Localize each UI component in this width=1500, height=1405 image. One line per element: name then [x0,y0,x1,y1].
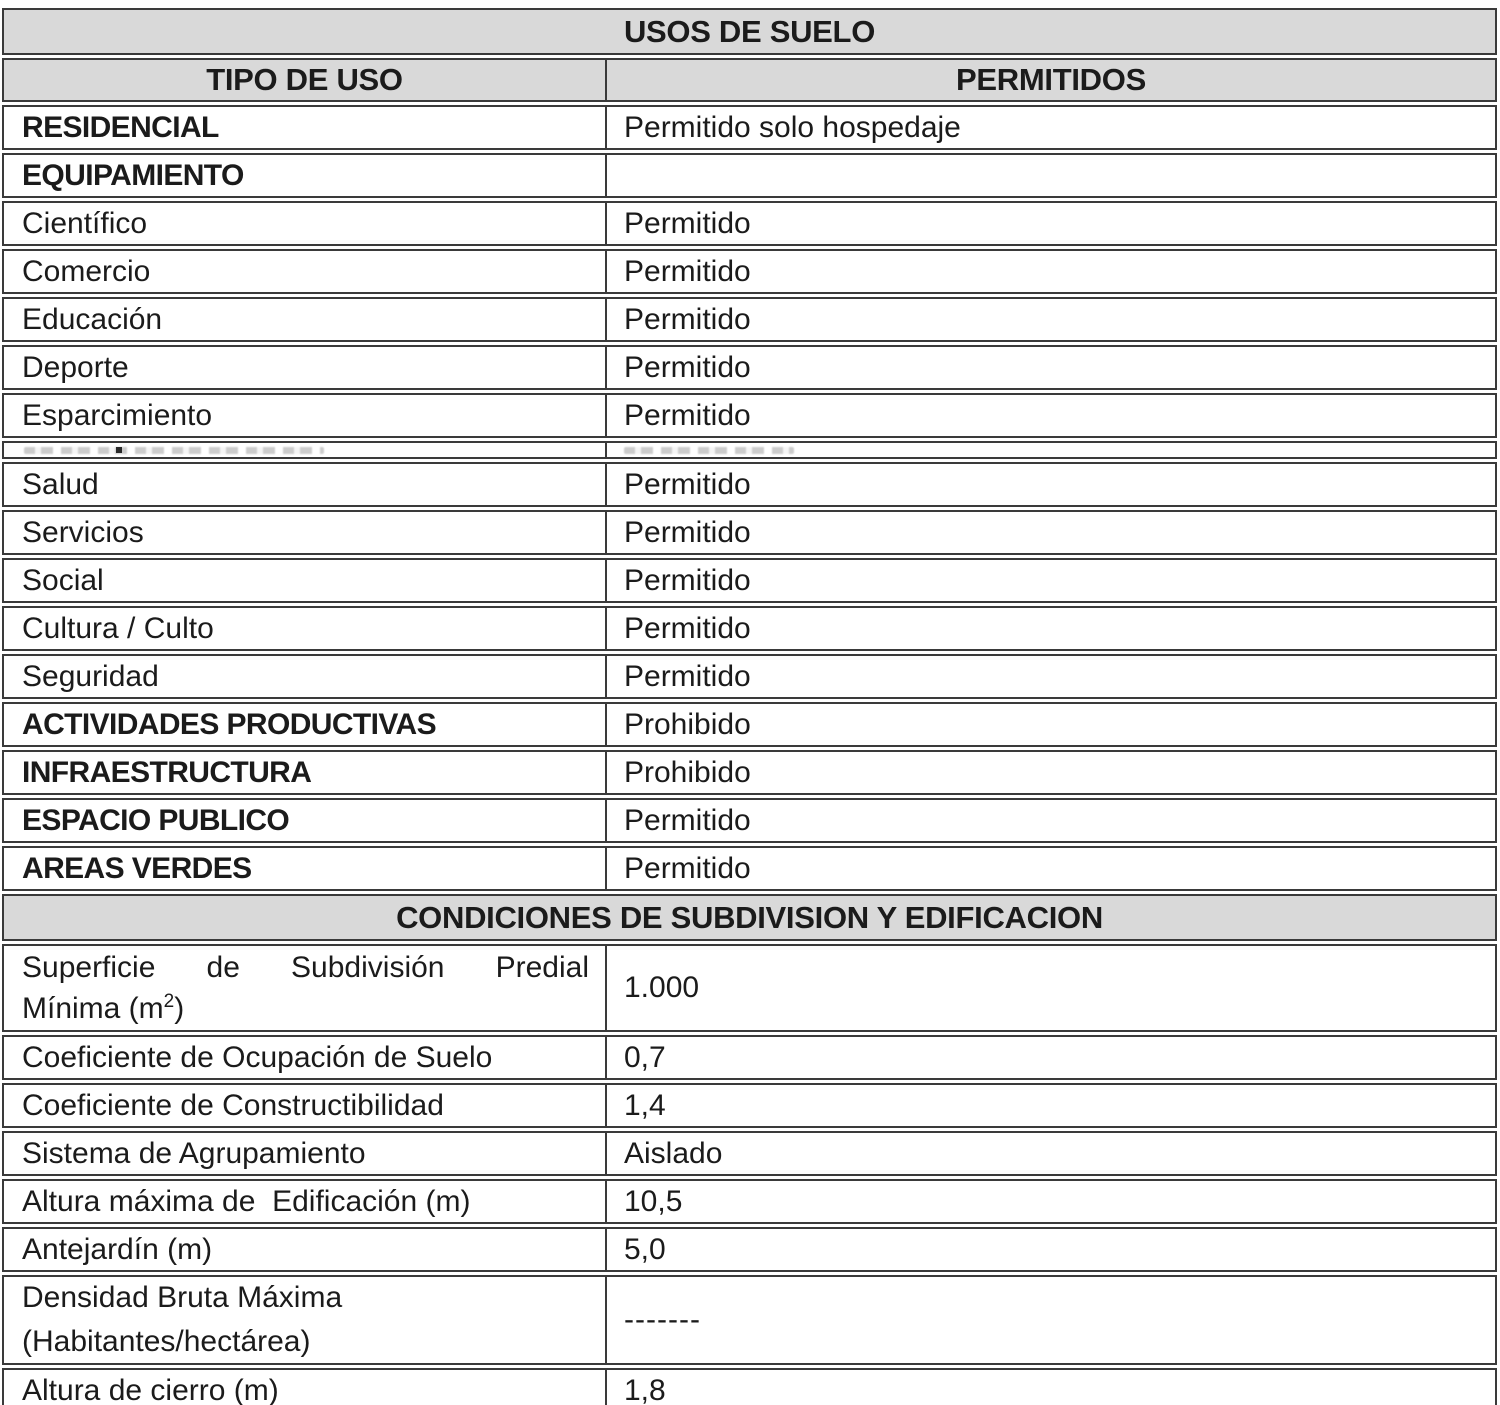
table-row [2,558,1497,603]
permitido-value: Permitido [624,851,751,885]
table-row [2,105,1497,150]
tipo-cell [4,347,607,388]
table-row [2,750,1497,795]
tipo-cell [4,800,607,841]
condition-label: Coeficiente de Ocupación de Suelo [22,1040,493,1074]
tipo-label: Cultura / Culto [22,611,214,645]
column-header-tipo-de-uso [4,60,607,100]
condition-label-cell [4,1085,607,1126]
condition-label-line1: Superficie de Subdivisión Predial [22,951,589,984]
table-row [2,153,1497,198]
condition-value: 10,5 [624,1184,683,1218]
table-row [2,249,1497,294]
section-title-condiciones [2,894,1497,941]
tipo-cell [4,560,607,601]
condition-label-cell [4,1181,607,1222]
condition-row [2,1179,1497,1224]
tipo-label: ACTIVIDADES PRODUCTIVAS [22,707,437,741]
condition-label: Altura de cierro (m) [22,1373,279,1405]
condition-label [22,1277,605,1363]
permitido-cell [607,608,1495,649]
tipo-label: Científico [22,206,148,240]
permitido-value: Prohibido [624,707,751,741]
condition-row [2,1131,1497,1176]
clipped-text-smudge [24,447,324,454]
table-row [2,393,1497,438]
tipo-label: Deporte [22,350,129,384]
tipo-cell [4,395,607,436]
condition-label [22,947,605,1029]
condition-label-cell [4,1133,607,1174]
condition-value-cell [607,1370,1495,1405]
tipo-cell [4,512,607,553]
tipo-label: AREAS VERDES [22,851,252,885]
condition-label-line2: (Habitantes/hectárea) [22,1325,311,1358]
permitido-value: Permitido [624,302,751,336]
permitido-value: Permitido [624,563,751,597]
condition-value: 1.000 [624,971,700,1004]
tipo-cell [4,299,607,340]
tipo-label: INFRAESTRUCTURA [22,755,312,789]
tipo-label: EQUIPAMIENTO [22,158,244,192]
condition-label: Altura máxima de Edificación (m) [22,1184,471,1218]
tipo-cell [4,752,607,793]
table-row [2,201,1497,246]
permitido-cell [607,464,1495,505]
permitido-cell [607,395,1495,436]
column-header-permitidos-label: PERMITIDOS [956,62,1146,97]
condition-label-line1: Densidad Bruta Máxima [22,1281,343,1314]
column-header-permitidos [607,60,1495,100]
condition-value: 1,8 [624,1373,666,1405]
section-title-text: USOS DE SUELO [623,13,876,49]
section-title-text: CONDICIONES DE SUBDIVISION Y EDIFICACION [396,899,1103,935]
permitido-cell [607,704,1495,745]
condition-label: Antejardín (m) [22,1232,213,1266]
table-row [2,798,1497,843]
section-title-usos-de-suelo [2,8,1497,55]
permitido-value: Prohibido [624,755,751,789]
permitido-cell [607,203,1495,244]
tipo-label: Esparcimiento [22,398,213,432]
condition-value-cell [607,946,1495,1030]
condition-row [2,1035,1497,1080]
table-row [2,510,1497,555]
condition-label: Sistema de Agrupamiento [22,1136,366,1170]
permitido-value: Permitido [624,467,751,501]
permitido-value: Permitido solo hospedaje [624,110,961,144]
tipo-label: RESIDENCIAL [22,110,219,144]
permitido-cell [607,299,1495,340]
condition-value-cell [607,1277,1495,1363]
condition-label-cell [4,1037,607,1078]
permitido-cell [607,800,1495,841]
permitido-cell [607,560,1495,601]
permitido-value: Permitido [624,659,751,693]
table-row [2,462,1497,507]
condition-value-cell [607,1181,1495,1222]
tipo-label: Social [22,563,104,597]
condition-label-line2-close: ) [174,992,185,1025]
condition-row [2,1227,1497,1272]
permitido-cell [607,251,1495,292]
permitido-value: Permitido [624,611,751,645]
tipo-label: Servicios [22,515,144,549]
permitido-value: Permitido [624,254,751,288]
condition-value: 0,7 [624,1040,666,1074]
condition-value-cell [607,1085,1495,1126]
permitido-value: Permitido [624,515,751,549]
clipped-row-artifact [2,441,1497,459]
condition-value-cell [607,1133,1495,1174]
tipo-label: ESPACIO PUBLICO [22,803,290,837]
permitido-cell [607,752,1495,793]
condition-value: ------- [624,1303,701,1336]
table-row [2,297,1497,342]
superscript-2: 2 [163,991,175,1012]
clipped-text-dot [116,447,122,453]
tipo-cell [4,464,607,505]
tipo-cell [4,155,607,196]
permitido-cell [607,347,1495,388]
tipo-cell [4,107,607,148]
permitido-value: Permitido [624,803,751,837]
condition-value: 5,0 [624,1232,666,1266]
permitido-cell [607,656,1495,697]
condition-row [2,1275,1497,1365]
table-row [2,654,1497,699]
tipo-label: Educación [22,302,163,336]
condition-label-cell [4,1229,607,1270]
table-row [2,702,1497,747]
column-header-tipo-label: TIPO DE USO [206,62,403,97]
tipo-cell [4,203,607,244]
condition-label: Coeficiente de Constructibilidad [22,1088,444,1122]
condition-row [2,944,1497,1032]
clipped-tipo-cell [4,443,607,457]
tipo-label: Salud [22,467,99,501]
condition-label-line2 [22,988,589,1029]
clipped-permitido-cell [607,443,1495,457]
condition-value-cell [607,1229,1495,1270]
condition-label-cell [4,1370,607,1405]
condition-row [2,1083,1497,1128]
land-use-table [2,8,1497,1405]
table-row [2,606,1497,651]
permitido-cell [607,107,1495,148]
condition-label-line2-text: Mínima (m [22,992,164,1025]
permitido-value: Permitido [624,350,751,384]
tipo-cell [4,608,607,649]
tipo-label: Seguridad [22,659,159,693]
table-row [2,846,1497,891]
tipo-cell [4,704,607,745]
condition-value: 1,4 [624,1088,666,1122]
permitido-cell [607,155,1495,196]
tipo-cell [4,656,607,697]
permitido-cell [607,848,1495,889]
tipo-cell [4,251,607,292]
clipped-text-smudge [624,447,794,454]
permitido-cell [607,512,1495,553]
permitido-value: Permitido [624,398,751,432]
condition-label-cell [4,946,607,1030]
permitido-value: Permitido [624,206,751,240]
column-header-row [2,58,1497,102]
tipo-label: Comercio [22,254,151,288]
condition-value-cell [607,1037,1495,1078]
condition-row [2,1368,1497,1405]
table-row [2,345,1497,390]
condition-label-cell [4,1277,607,1363]
tipo-cell [4,848,607,889]
condition-value: Aislado [624,1136,723,1170]
